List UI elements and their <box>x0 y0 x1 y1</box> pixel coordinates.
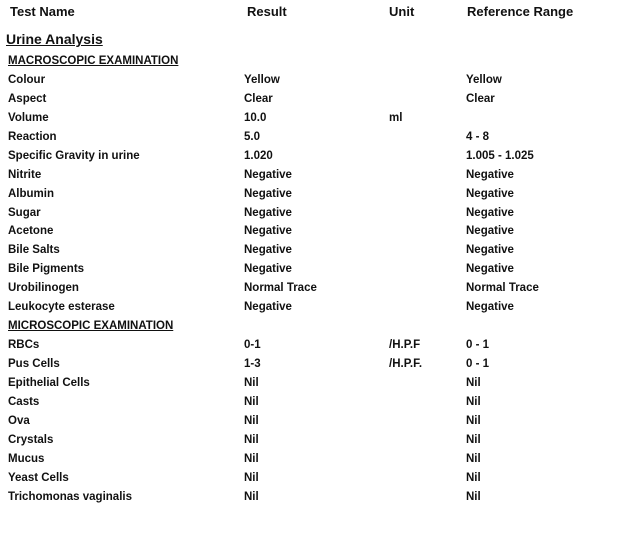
reference-range-cell: Nil <box>466 433 481 446</box>
table-row <box>0 72 630 91</box>
test-name-cell: MACROSCOPIC EXAMINATION <box>8 55 179 67</box>
header-result: Result <box>247 4 287 19</box>
reference-range-cell: Negative <box>466 263 514 276</box>
result-cell: Negative <box>244 206 292 219</box>
reference-range-cell: Negative <box>466 244 514 257</box>
test-name-cell: RBCs <box>8 339 40 352</box>
table-row <box>0 489 630 508</box>
test-name-cell: Trichomonas vaginalis <box>8 490 132 503</box>
header-unit: Unit <box>389 4 415 19</box>
reference-range-cell: 0 - 1 <box>466 339 490 352</box>
table-row <box>0 432 630 451</box>
table-row <box>0 337 630 356</box>
table-row <box>0 186 630 205</box>
table-row <box>0 242 630 261</box>
test-name-cell: Aspect <box>8 92 47 105</box>
result-cell: 1.020 <box>244 149 273 162</box>
result-cell: 5.0 <box>244 130 260 143</box>
table-row <box>0 129 630 148</box>
result-cell: Clear <box>244 92 273 105</box>
test-name-cell: Mucus <box>8 452 45 465</box>
reference-range-cell: Nil <box>466 452 481 465</box>
result-cell: Negative <box>244 187 292 200</box>
result-cell: Yellow <box>244 73 280 86</box>
unit-cell: /H.P.F <box>389 339 421 352</box>
reference-range-cell: Nil <box>466 490 481 503</box>
test-name-cell: Acetone <box>8 225 54 238</box>
result-cell: Nil <box>244 490 259 503</box>
table-row <box>0 261 630 280</box>
results-table <box>0 53 630 508</box>
test-name-cell: Crystals <box>8 433 54 446</box>
test-name-cell: Leukocyte esterase <box>8 301 115 314</box>
test-name-cell: Casts <box>8 395 40 408</box>
table-row <box>0 110 630 129</box>
table-row <box>0 470 630 489</box>
reference-range-cell: 1.005 - 1.025 <box>466 149 534 162</box>
header-reference-range: Reference Range <box>467 4 574 19</box>
result-cell: 0-1 <box>244 339 261 352</box>
result-cell: Nil <box>244 452 259 465</box>
result-cell: Nil <box>244 471 259 484</box>
table-row <box>0 375 630 394</box>
table-row <box>0 167 630 186</box>
test-name-cell: Volume <box>8 111 49 124</box>
result-cell: Negative <box>244 263 292 276</box>
table-row <box>0 148 630 167</box>
test-name-cell: Yeast Cells <box>8 471 69 484</box>
unit-cell: ml <box>389 111 403 124</box>
table-row <box>0 356 630 375</box>
result-cell: 10.0 <box>244 111 267 124</box>
test-name-cell: Reaction <box>8 130 57 143</box>
report-title: Urine Analysis <box>6 31 103 47</box>
table-row <box>0 413 630 432</box>
header-test-name: Test Name <box>10 4 75 19</box>
reference-range-cell: 4 - 8 <box>466 130 490 143</box>
table-row <box>0 299 630 318</box>
test-name-cell: Sugar <box>8 206 41 219</box>
section-heading <box>0 53 630 72</box>
table-row <box>0 394 630 413</box>
result-cell: Nil <box>244 433 259 446</box>
reference-range-cell: Negative <box>466 168 514 181</box>
result-cell: Negative <box>244 168 292 181</box>
reference-range-cell: Negative <box>466 206 514 219</box>
result-cell: Negative <box>244 244 292 257</box>
reference-range-cell: Nil <box>466 395 481 408</box>
table-row <box>0 280 630 299</box>
reference-range-cell: Negative <box>466 187 514 200</box>
reference-range-cell: 0 - 1 <box>466 358 490 370</box>
test-name-cell: Epithelial Cells <box>8 376 90 389</box>
reference-range-cell: Nil <box>466 414 481 427</box>
test-name-cell: Ova <box>8 414 30 427</box>
reference-range-cell: Normal Trace <box>466 282 539 295</box>
table-row <box>0 91 630 110</box>
result-cell: Nil <box>244 395 259 408</box>
reference-range-cell: Nil <box>466 471 481 484</box>
test-name-cell: Urobilinogen <box>8 282 79 295</box>
reference-range-cell: Nil <box>466 376 481 389</box>
test-name-cell: Pus Cells <box>8 358 60 370</box>
result-cell: Negative <box>244 301 292 314</box>
table-row <box>0 223 630 242</box>
result-cell: Negative <box>244 225 292 238</box>
reference-range-cell: Negative <box>466 301 514 314</box>
reference-range-cell: Yellow <box>466 73 502 86</box>
section-heading <box>0 318 630 337</box>
reference-range-cell: Negative <box>466 225 514 238</box>
result-cell: Nil <box>244 414 259 427</box>
test-name-cell: Bile Salts <box>8 244 60 257</box>
result-cell: Normal Trace <box>244 282 317 295</box>
test-name-cell: Albumin <box>8 187 54 200</box>
test-name-cell: Bile Pigments <box>8 263 85 276</box>
test-name-cell: Nitrite <box>8 168 42 181</box>
unit-cell: /H.P.F. <box>389 358 423 370</box>
result-cell: 1-3 <box>244 358 261 370</box>
table-row <box>0 205 630 224</box>
test-name-cell: Colour <box>8 73 46 86</box>
table-row <box>0 451 630 470</box>
reference-range-cell: Clear <box>466 92 495 105</box>
test-name-cell: MICROSCOPIC EXAMINATION <box>8 320 174 333</box>
table-header <box>0 4 630 20</box>
test-name-cell: Specific Gravity in urine <box>8 149 140 162</box>
result-cell: Nil <box>244 376 259 389</box>
